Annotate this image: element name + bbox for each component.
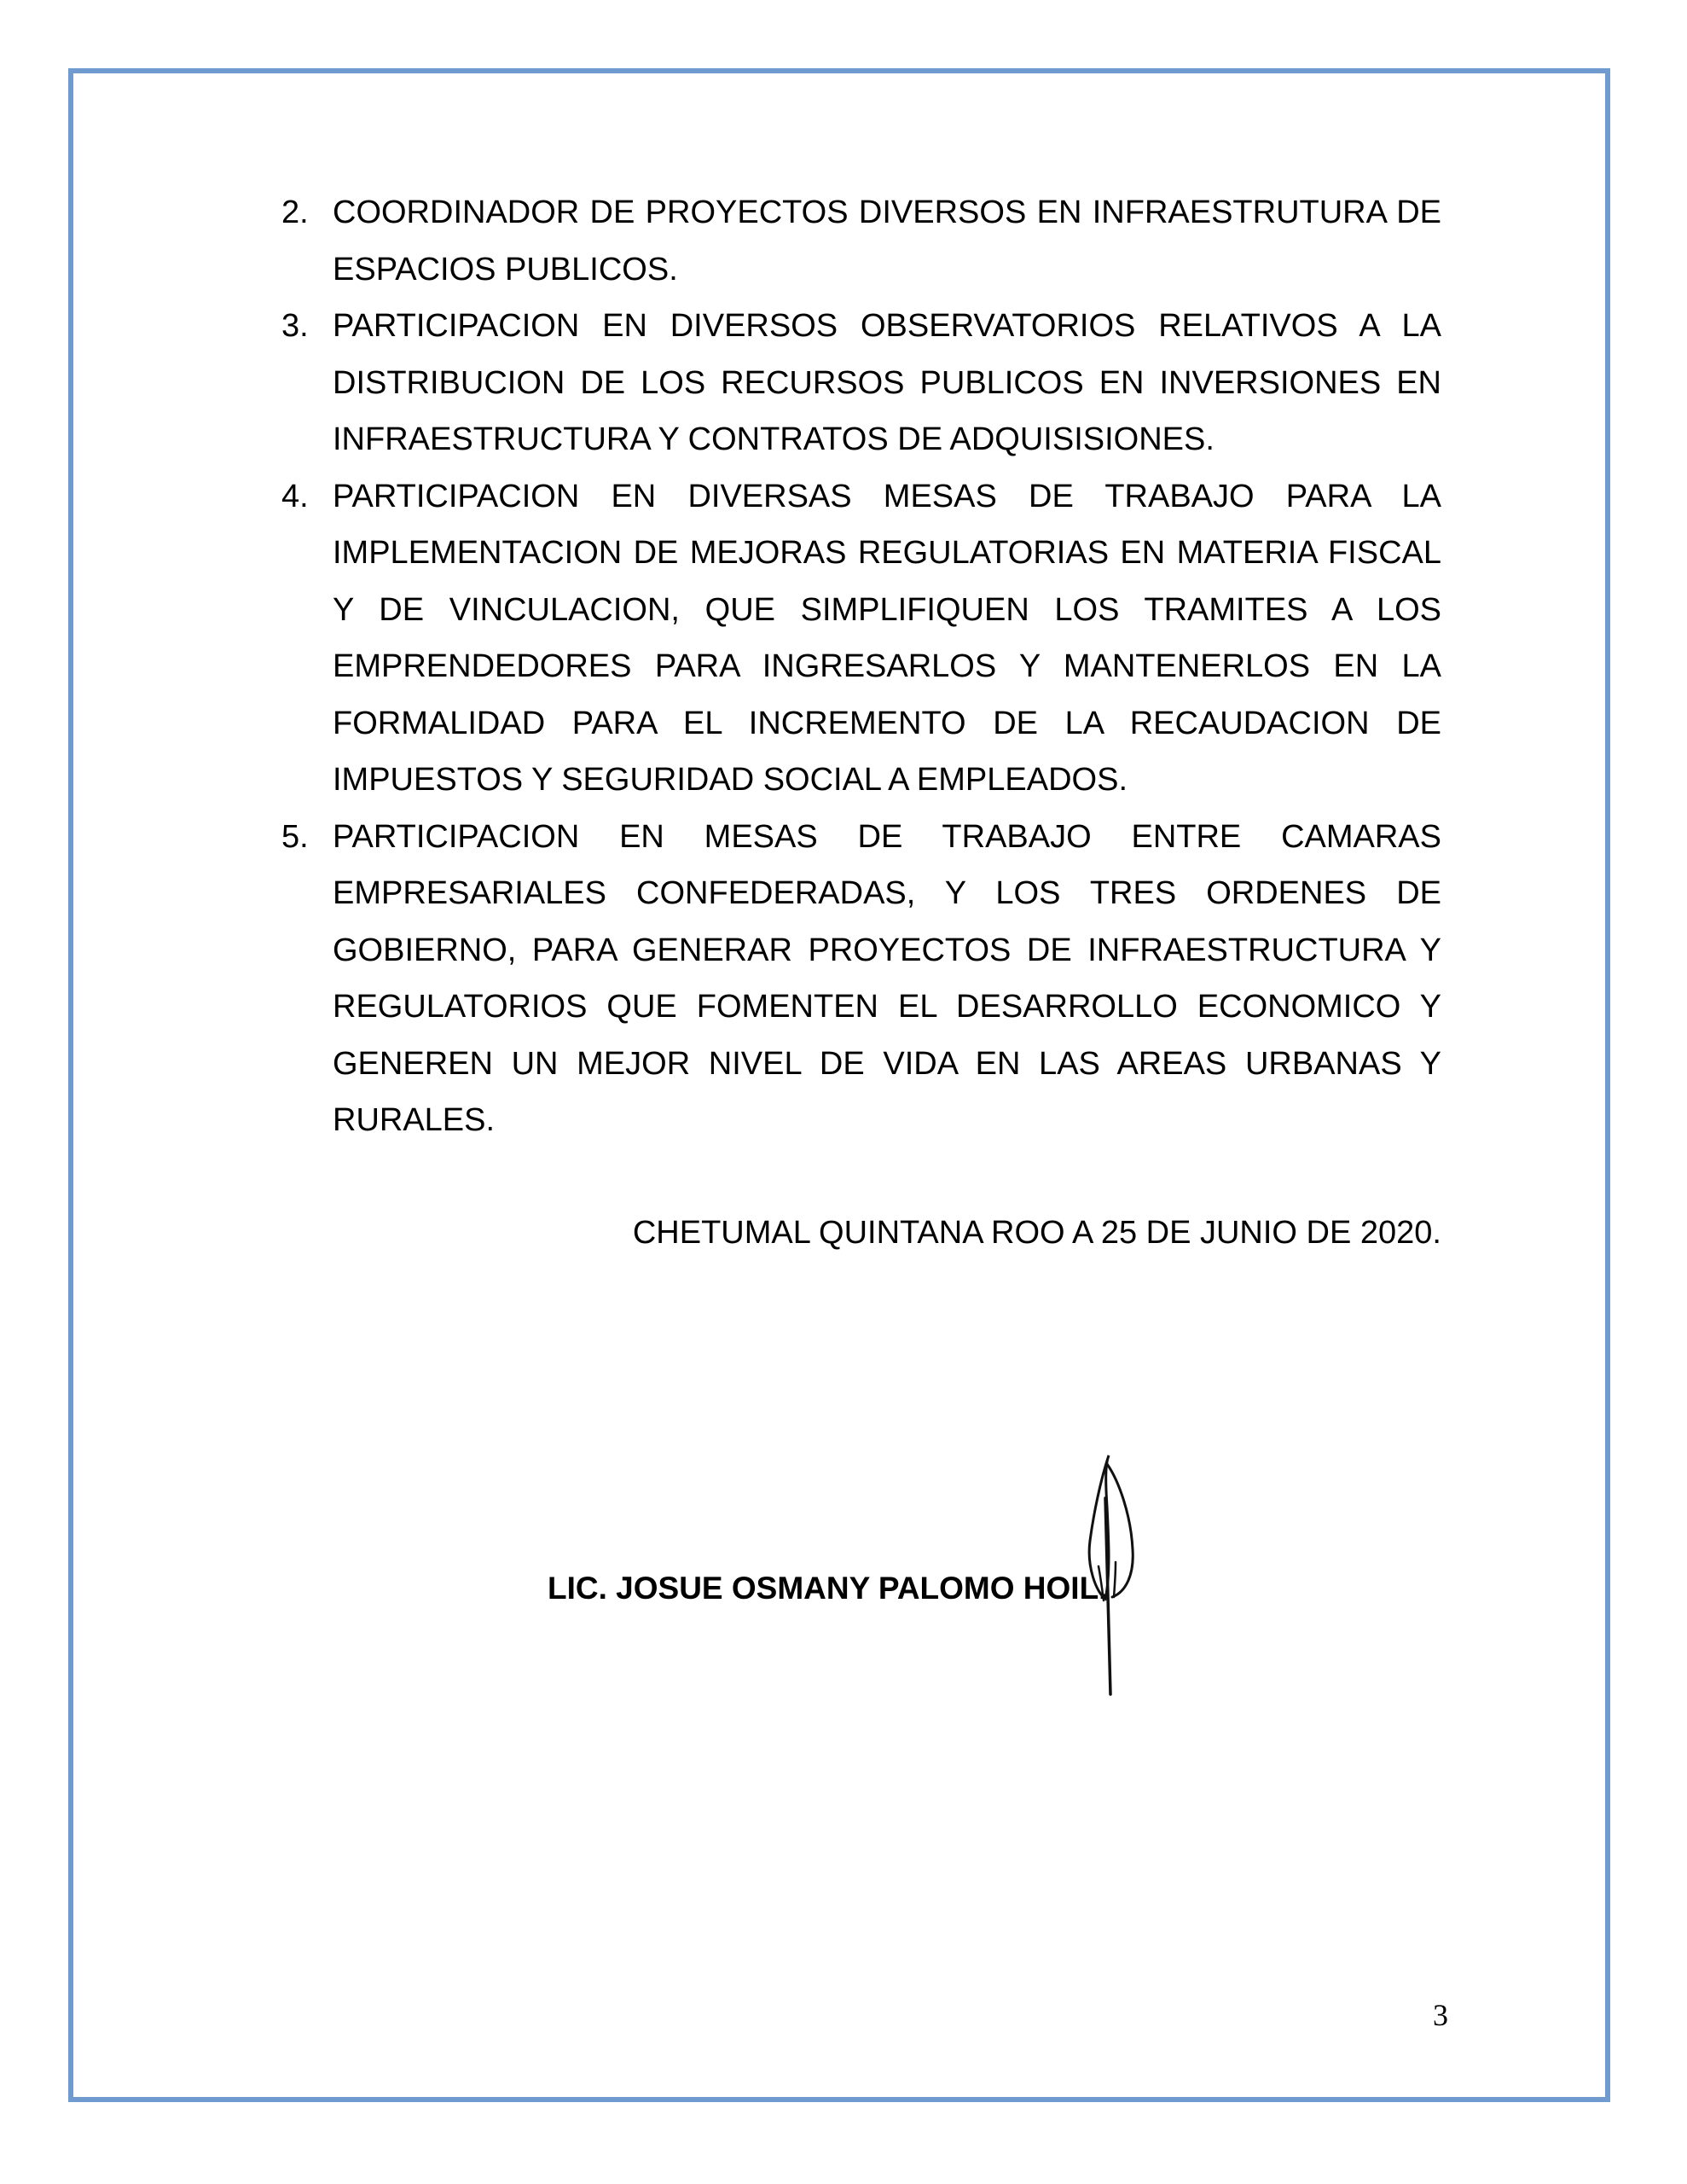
list-item-number: 5. bbox=[281, 818, 309, 855]
activities-list bbox=[281, 184, 1441, 1149]
place-and-date: CHETUMAL QUINTANA ROO A 25 DE JUNIO DE 2020. bbox=[632, 1215, 1441, 1251]
list-item-text: COORDINADOR DE PROYECTOS DIVERSOS EN INFRAESTRUTURA DE ESPACIOS PUBLICOS. bbox=[333, 195, 1441, 288]
page-number: 3 bbox=[1433, 1998, 1448, 2032]
document-body bbox=[281, 184, 1441, 1606]
list-item-text: PARTICIPACION EN DIVERSOS OBSERVATORIOS RELATIVOS A LA DISTRIBUCION DE LOS RECURSOS PUBLICOS EN INVERSIONES EN INFRAESTRUCTURA Y CONTRATOS DE ADQUISISIONES. bbox=[333, 308, 1441, 457]
list-item bbox=[281, 298, 1441, 468]
list-item-number: 3. bbox=[281, 308, 309, 344]
handwritten-signature bbox=[1049, 1447, 1168, 1703]
list-item bbox=[281, 184, 1441, 298]
list-item bbox=[281, 809, 1441, 1149]
list-item-number: 2. bbox=[281, 195, 309, 230]
signatory-name: LIC. JOSUE OSMANY PALOMO HOIL. bbox=[548, 1571, 1108, 1606]
list-item-number: 4. bbox=[281, 478, 309, 514]
list-item bbox=[281, 468, 1441, 809]
list-item-text: PARTICIPACION EN DIVERSAS MESAS DE TRABAJO PARA LA IMPLEMENTACION DE MEJORAS REGULATORIAS EN MATERIA FISCAL Y DE VINCULACION, QUE SIMPLIFIQUEN LOS TRAMITES A LOS EMPRENDEDORES PARA INGRESARLOS Y MANTENERLOS EN LA FORMALIDAD PARA EL INCREMENTO DE LA RECAUDACION DE IMPUESTOS Y SEGURIDAD SOCIAL A EMPLEADOS. bbox=[333, 478, 1441, 798]
list-item-text: PARTICIPACION EN MESAS DE TRABAJO ENTRE CAMARAS EMPRESARIALES CONFEDERADAS, Y LOS TRES ORDENES DE GOBIERNO, PARA GENERAR PROYECTOS DE INFRAESTRUCTURA Y REGULATORIOS QUE FOMENTEN EL DESARROLLO ECONOMICO Y GENEREN UN MEJOR NIVEL DE VIDA EN LAS AREAS URBANAS Y RURALES. bbox=[333, 818, 1441, 1138]
